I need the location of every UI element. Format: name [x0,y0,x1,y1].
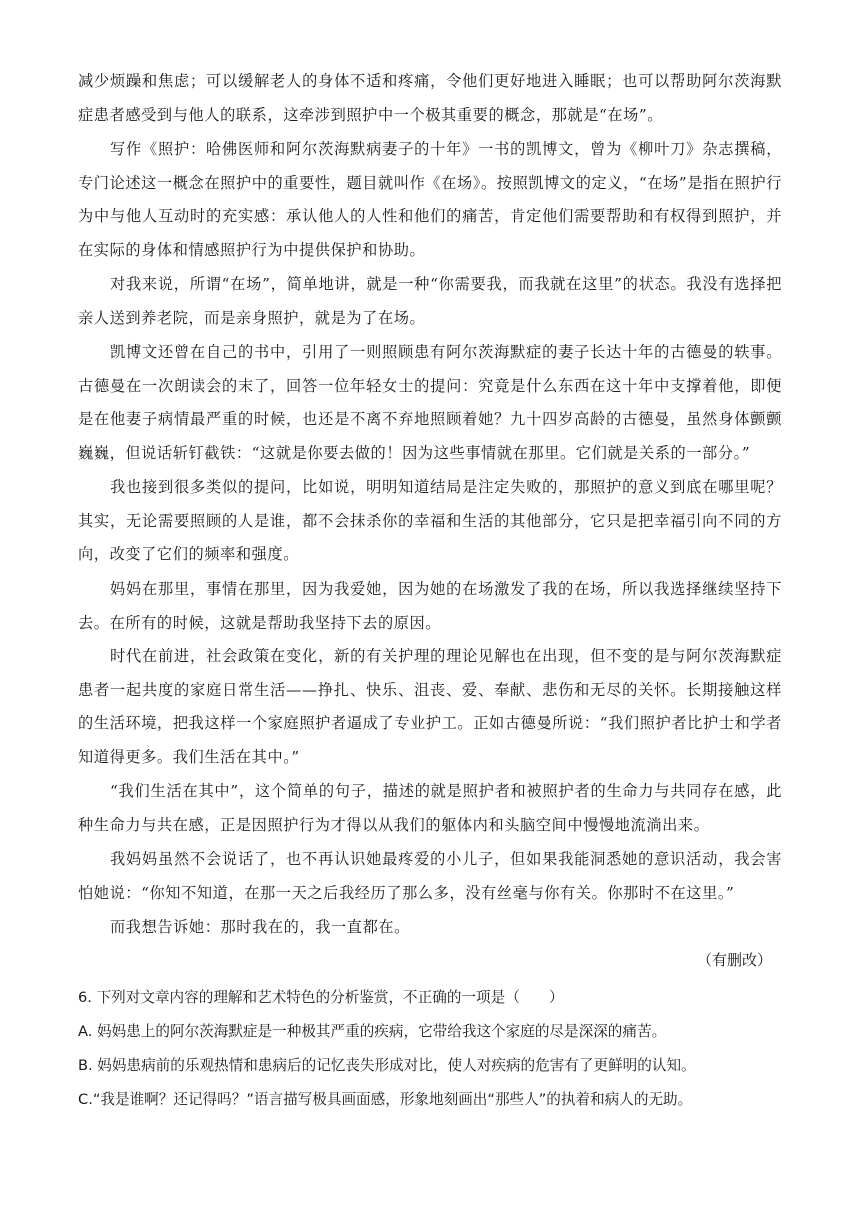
option-a: A. 妈妈患上的阿尔茨海默症是一种极其严重的疾病，它带给我这个家庭的尽是深深的痛苦。 [78,1023,667,1040]
paragraph: 减少烦躁和焦虑；可以缓解老人的身体不适和疼痛，令他们更好地进入睡眠；也可以帮助阿尔茨海默症患者感受到与他人的联系，这牵涉到照护中一个极其重要的概念，那就是“在场”。 [78,72,782,124]
option-b: B. 妈妈患病前的乐观热情和患病后的记忆丧失形成对比，使人对疾病的危害有了更鲜明的认知。 [78,1057,696,1074]
paragraph: 妈妈在那里，事情在那里，因为我爱她，因为她的在场激发了我的在场，所以我选择继续坚持下去。在所有的时候，这就是帮助我坚持下去的原因。 [78,580,782,632]
paragraph: 凯博文还曾在自己的书中，引用了一则照顾患有阿尔茨海默症的妻子长达十年的古德曼的轶事。古德曼在一次朗读会的末了，回答一位年轻女士的提问：究竟是什么东西在这十年中支撑着他，即便是在他妻子病情最严重的时候，也还是不离不弃地照顾着她？九十四岁高龄的古德曼，虽然身体颤颤巍巍，但说话斩钉截铁：“这就是你要去做的！因为这些事情就在那里。它们就是关系的一部分。” [78,343,782,462]
question-stem: 6. 下列对文章内容的理解和艺术特色的分析鉴赏，不正确的一项是（ ） [78,989,564,1006]
source-note: （有删改） [696,951,772,969]
paragraph: 时代在前进，社会政策在变化，新的有关护理的理论见解也在出现，但不变的是与阿尔茨海默症患者一起共度的家庭日常生活——挣扎、快乐、沮丧、爱、奉献、悲伤和无尽的关怀。长期接触这样的生活环境，把我这样一个家庭照护者逼成了专业护工。正如古德曼所说：“我们照护者比护士和学者知道得更多。我们生活在其中。” [78,647,782,766]
paragraph: 写作《照护：哈佛医师和阿尔茨海默病妻子的十年》一书的凯博文，曾为《柳叶刀》杂志撰稿，专门论述这一概念在照护中的重要性，题目就叫作《在场》。按照凯博文的定义，“在场”是指在照护行为中与他人互动时的充实感：承认他人的人性和他们的痛苦，肯定他们需要帮助和有权得到照护，并在实际的身体和情感照护行为中提供保护和协助。 [78,140,782,259]
paragraph: 我妈妈虽然不会说话了，也不再认识她最疼爱的小儿子，但如果我能洞悉她的意识活动，我会害怕她说：“你知不知道，在那一天之后我经历了那么多，没有丝毫与你有关。你那时不在这里。” [78,850,782,902]
paragraph: “我们生活在其中”，这个简单的句子，描述的就是照护者和被照护者的生命力与共同存在感，此种生命力与共在感，正是因照护行为才得以从我们的躯体内和头脑空间中慢慢地流淌出来。 [78,782,782,834]
paragraph: 而我想告诉她：那时我在的，我一直都在。 [110,918,410,936]
paragraph: 我也接到很多类似的提问，比如说，明明知道结局是注定失败的，那照护的意义到底在哪里呢？其实，无论需要照顾的人是谁，都不会抹杀你的幸福和生活的其他部分，它只是把幸福引向不同的方向，改变了它们的频率和强度。 [78,478,782,564]
option-c: C.“我是谁啊？还记得吗？”语言描写极具画面感，形象地刻画出“那些人”的执着和病人的无助。 [78,1091,693,1108]
paragraph: 对我来说，所谓“在场”，简单地讲，就是一种“你需要我，而我就在这里”的状态。我没有选择把亲人送到养老院，而是亲身照护，就是为了在场。 [78,275,782,327]
